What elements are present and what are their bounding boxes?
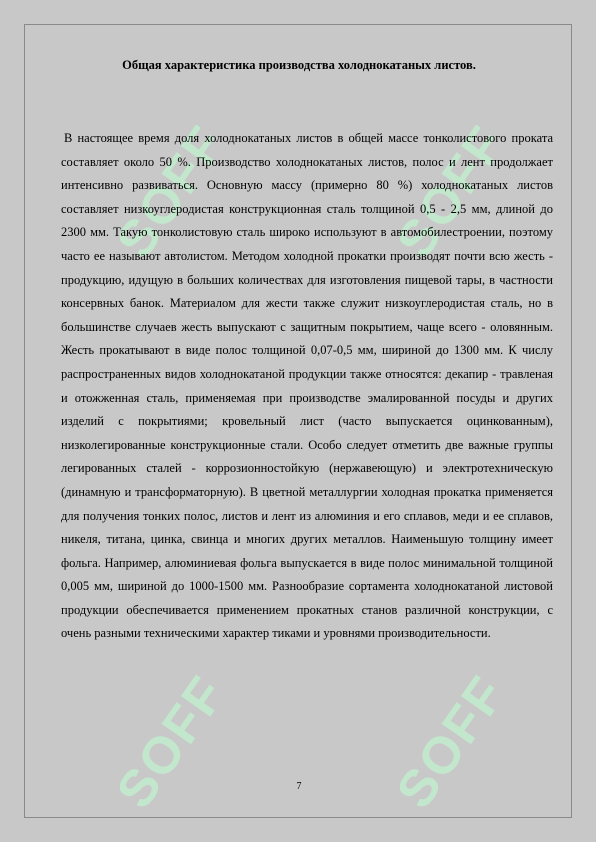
watermark-text-right-top: SOFF	[385, 115, 518, 269]
page-number: 7	[296, 781, 302, 792]
document-page	[24, 24, 572, 818]
watermark-text-left-top: SOFF	[105, 115, 238, 269]
body-paragraph: В настоящее время доля холоднокатаных листов в общей массе тонколистового проката составляет около 50 %. Производство холоднокатаных листов, полос и лент продолжает интенсивно развиваться. Основную массу (примерно 80 %) холоднокатаных листов составляет низкоуглеродистая конструкционная сталь толщиной 0,5 - 2,5 мм, длиной до 2300 мм. Такую тонколистовую сталь широко используют в автомобилестроении, поэтому часто ее называют автолистом. Методом холодной прокатки производят почти всю жесть - продукцию, идущую в больших количествах для изготовления пищевой тары, в частности консервных банок. Материалом для жести также служит низкоуглеродистая сталь, но в большинстве случаев жесть выпускают с защитным покрытием, чаще всего - оловянным. Жесть прокатывают в виде полос толщиной 0,07-0,5 мм, шириной до 1300 мм. К числу распространенных видов холоднокатаной продукции также относятся: декапир - травленая и отожженная сталь, применяемая при производстве эмалированной посуды и других изделий с покрытиями; кровельный лист (часто выпускается оцинкованным), низколегированные конструкционные стали. Особо следует отметить две важные группы легированных сталей - коррозионностойкую (нержавеющую) и электротехническую (динамную и трансформаторную). В цветной металлургии холодная прокатка применяется для получения тонких полос, листов и лент из алюминия и его сплавов, меди и ее сплавов, никеля, титана, цинка, свинца и многих других металлов. Наименьшую толщину имеет фольга. Например, алюминиевая фольга выпускается в виде полос минимальной толщиной 0,005 мм, шириной до 1000-1500 мм. Разнообразие сортамента холоднокатаной листовой продукции обеспечивается применением прокатных станов различной конструкции, с очень разными техническими характер тиками и уровнями производительности.	[61, 131, 553, 641]
document-title: Общая характеристика производства холоднокатаных листов.	[122, 58, 476, 72]
watermark-text-left-bottom: SOFF	[105, 665, 238, 819]
document-body	[61, 127, 553, 646]
watermark-text-right-bottom: SOFF	[385, 665, 518, 819]
